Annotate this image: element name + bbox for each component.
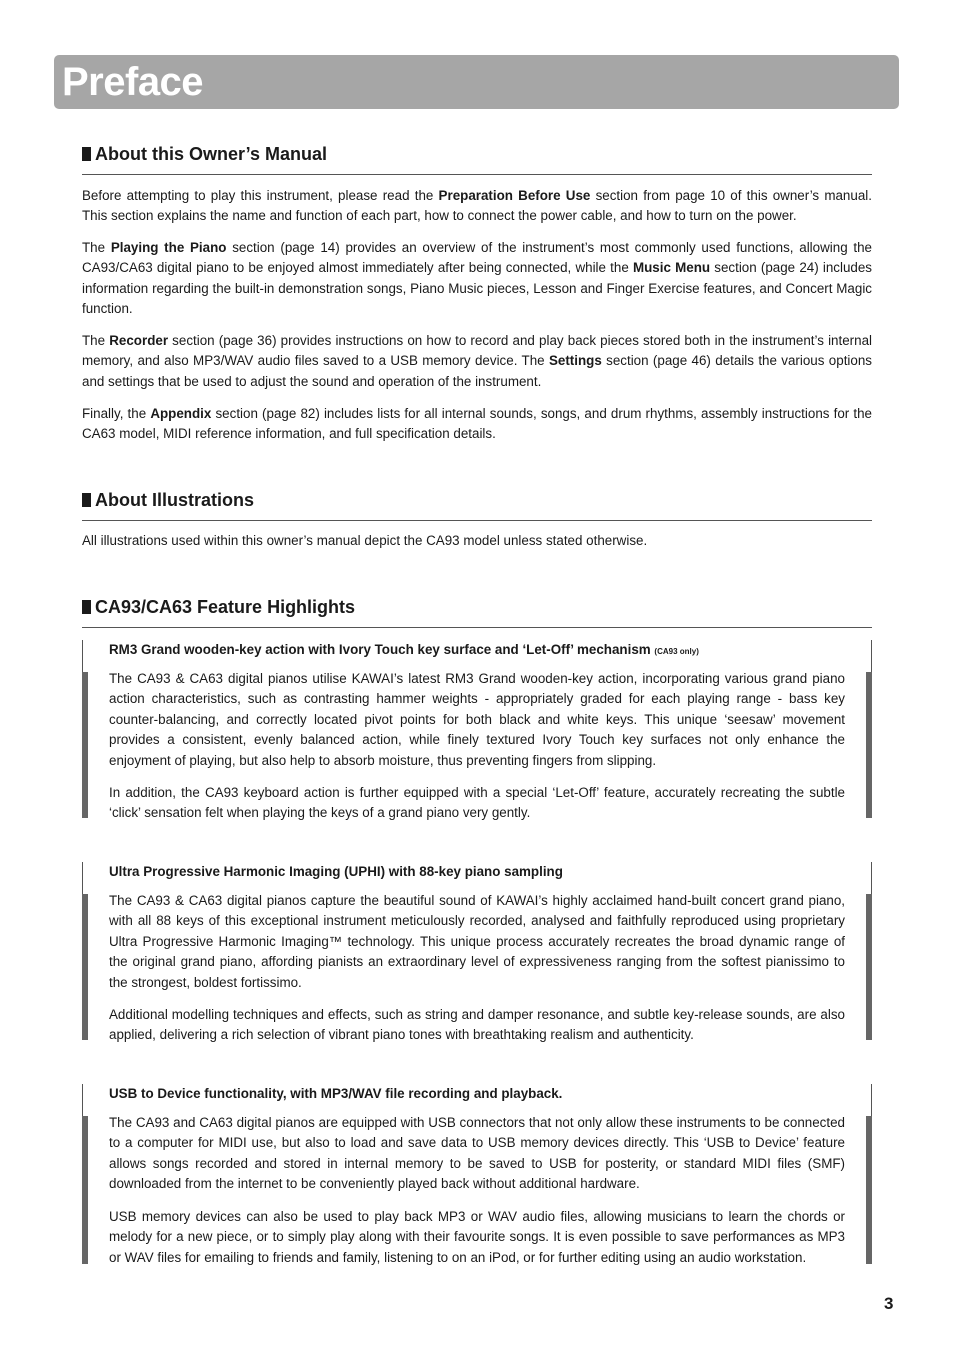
square-bullet-icon (82, 147, 91, 161)
feature-paragraph: Additional modelling techniques and effects, such as string and damper resonance, and subtle key-release sounds, are also applied, delivering a rich selection of vibrant piano tones with breathtaking realism and authenticity. (109, 1007, 845, 1043)
paragraph-recorder: The Recorder section (page 36) provides instructions on how to record and play back pieces stored both in the instrument’s internal memory, and also MP3/WAV audio files saved to a USB memory device. The Settings section (page 46) details the various options and settings that be used to adjust the sound and operation of the instrument. (82, 333, 872, 389)
feature-paragraph: USB memory devices can also be used to play back MP3 or WAV audio files, allowing musicians to learn the chords or melody for a new piece, or to simply play along with their favourite songs. It is even possible to save performances as MP3 or WAV files for emailing to friends and family, listening to on an iPod, or for further editing using an audio workstation. (109, 1209, 845, 1265)
feature-box-rm3-action (82, 640, 872, 820)
section-heading-about-illustrations (82, 490, 872, 521)
section-heading-about-manual (82, 144, 872, 175)
square-bullet-icon (82, 493, 91, 507)
section-title: About this Owner’s Manual (95, 144, 328, 164)
feature-paragraph: In addition, the CA93 keyboard action is further equipped with a special ‘Let-Off’ feature, accurately recreating the subtle ‘click’ sensation felt when playing the keys of a grand piano very gently. (109, 785, 845, 821)
feature-accent-bar-left (82, 1116, 88, 1264)
feature-title: RM3 Grand wooden-key action with Ivory Touch key surface and ‘Let-Off’ mechanism (CA93 only) (109, 642, 699, 657)
feature-title: USB to Device functionality, with MP3/WAV file recording and playback. (109, 1086, 563, 1101)
paragraph-playing-the-piano: The Playing the Piano section (page 14) provides an overview of the instrument’s most commonly used functions, allowing the CA93/CA63 digital piano to be enjoyed almost immediately after being connected, while the Music Menu section (page 24) includes information regarding the built-in demonstration songs, Piano Music pieces, Lesson and Finger Exercise features, and Concert Magic function. (82, 240, 872, 317)
box-border-right (871, 640, 872, 672)
box-border-left (82, 862, 83, 894)
box-border-right (871, 862, 872, 894)
feature-paragraph: The CA93 and CA63 digital pianos are equipped with USB connectors that not only allow these instruments to be connected to a computer for MIDI use, but also to load and save data to USB memory devices directly. This ‘USB to Device’ feature allows songs recorded and stored in internal memory to be saved to USB for posterity, or standard MIDI files (SMF) downloaded from the internet to be conveniently played back without additional hardware. (109, 1115, 845, 1192)
section-heading-feature-highlights (82, 597, 872, 628)
emphasis-settings: Settings (548, 353, 602, 369)
paragraph-illustrations: All illustrations used within this owner’s manual depict the CA93 model unless stated otherwise. (82, 533, 648, 548)
emphasis-music-menu: Music Menu (632, 260, 711, 276)
model-note: (CA93 only) (654, 647, 699, 656)
feature-paragraph: The CA93 & CA63 digital pianos capture the beautiful sound of KAWAI’s highly acclaimed hand-built concert grand piano, with all 88 keys of this exceptional instrument meticulously recorded, analysed and faithfully reproduced using proprietary Ultra Progressive Harmonic Imaging™ technology. This unique process accurately recreates the broad dynamic range of the original grand piano, affording pianists an extraordinary level of expressiveness ranging from the softest pianissimo to the strongest, boldest fortissimo. (109, 893, 845, 990)
emphasis-recorder: Recorder (109, 333, 169, 348)
feature-paragraph: The CA93 & CA63 digital pianos utilise KAWAI’s latest RM3 Grand wooden-key action, incorporating various grand piano action characteristics, such as contrasting hammer weights - appropriately graded for each playing range - bass key counter-balancing, and correctly located pivot points for both black and white keys. This unique ‘seesaw’ movement provides a consistent, evenly balanced action, while finely textured Ivory Touch key surfaces not only enhance the enjoyment of playing, but also help to absorb moisture, thus preventing fingers from slipping. (109, 671, 845, 768)
box-border-right (871, 1084, 872, 1116)
page-title: Preface (62, 60, 204, 104)
square-bullet-icon (82, 600, 91, 614)
section-title: CA93/CA63 Feature Highlights (95, 597, 356, 617)
page-number: 3 (884, 1294, 894, 1313)
emphasis-appendix: Appendix (150, 406, 212, 421)
feature-title: Ultra Progressive Harmonic Imaging (UPHI) with 88-key piano sampling (109, 864, 563, 879)
feature-box-uphi (82, 862, 872, 1042)
feature-accent-bar-left (82, 672, 88, 818)
feature-accent-bar-right (866, 894, 872, 1040)
paragraph-preparation: Before attempting to play this instrument, please read the Preparation Before Use section from page 10 of this owner’s manual. This section explains the name and function of each part, how to connect the power cable, and how to turn on the power. (82, 188, 872, 224)
emphasis-playing-the-piano: Playing the Piano (110, 240, 227, 255)
feature-box-usb (82, 1084, 872, 1266)
emphasis-preparation-before-use: Preparation Before Use (438, 188, 591, 203)
section-title: About Illustrations (95, 490, 254, 510)
feature-accent-bar-right (866, 672, 872, 818)
feature-accent-bar-right (866, 1116, 872, 1264)
box-border-left (82, 640, 83, 672)
feature-accent-bar-left (82, 894, 88, 1040)
box-border-left (82, 1084, 83, 1116)
paragraph-appendix: Finally, the Appendix section (page 82) includes lists for all internal sounds, songs, and drum rhythms, assembly instructions for the CA63 model, MIDI reference information, and full specification details. (82, 406, 872, 442)
page-banner (54, 55, 899, 109)
